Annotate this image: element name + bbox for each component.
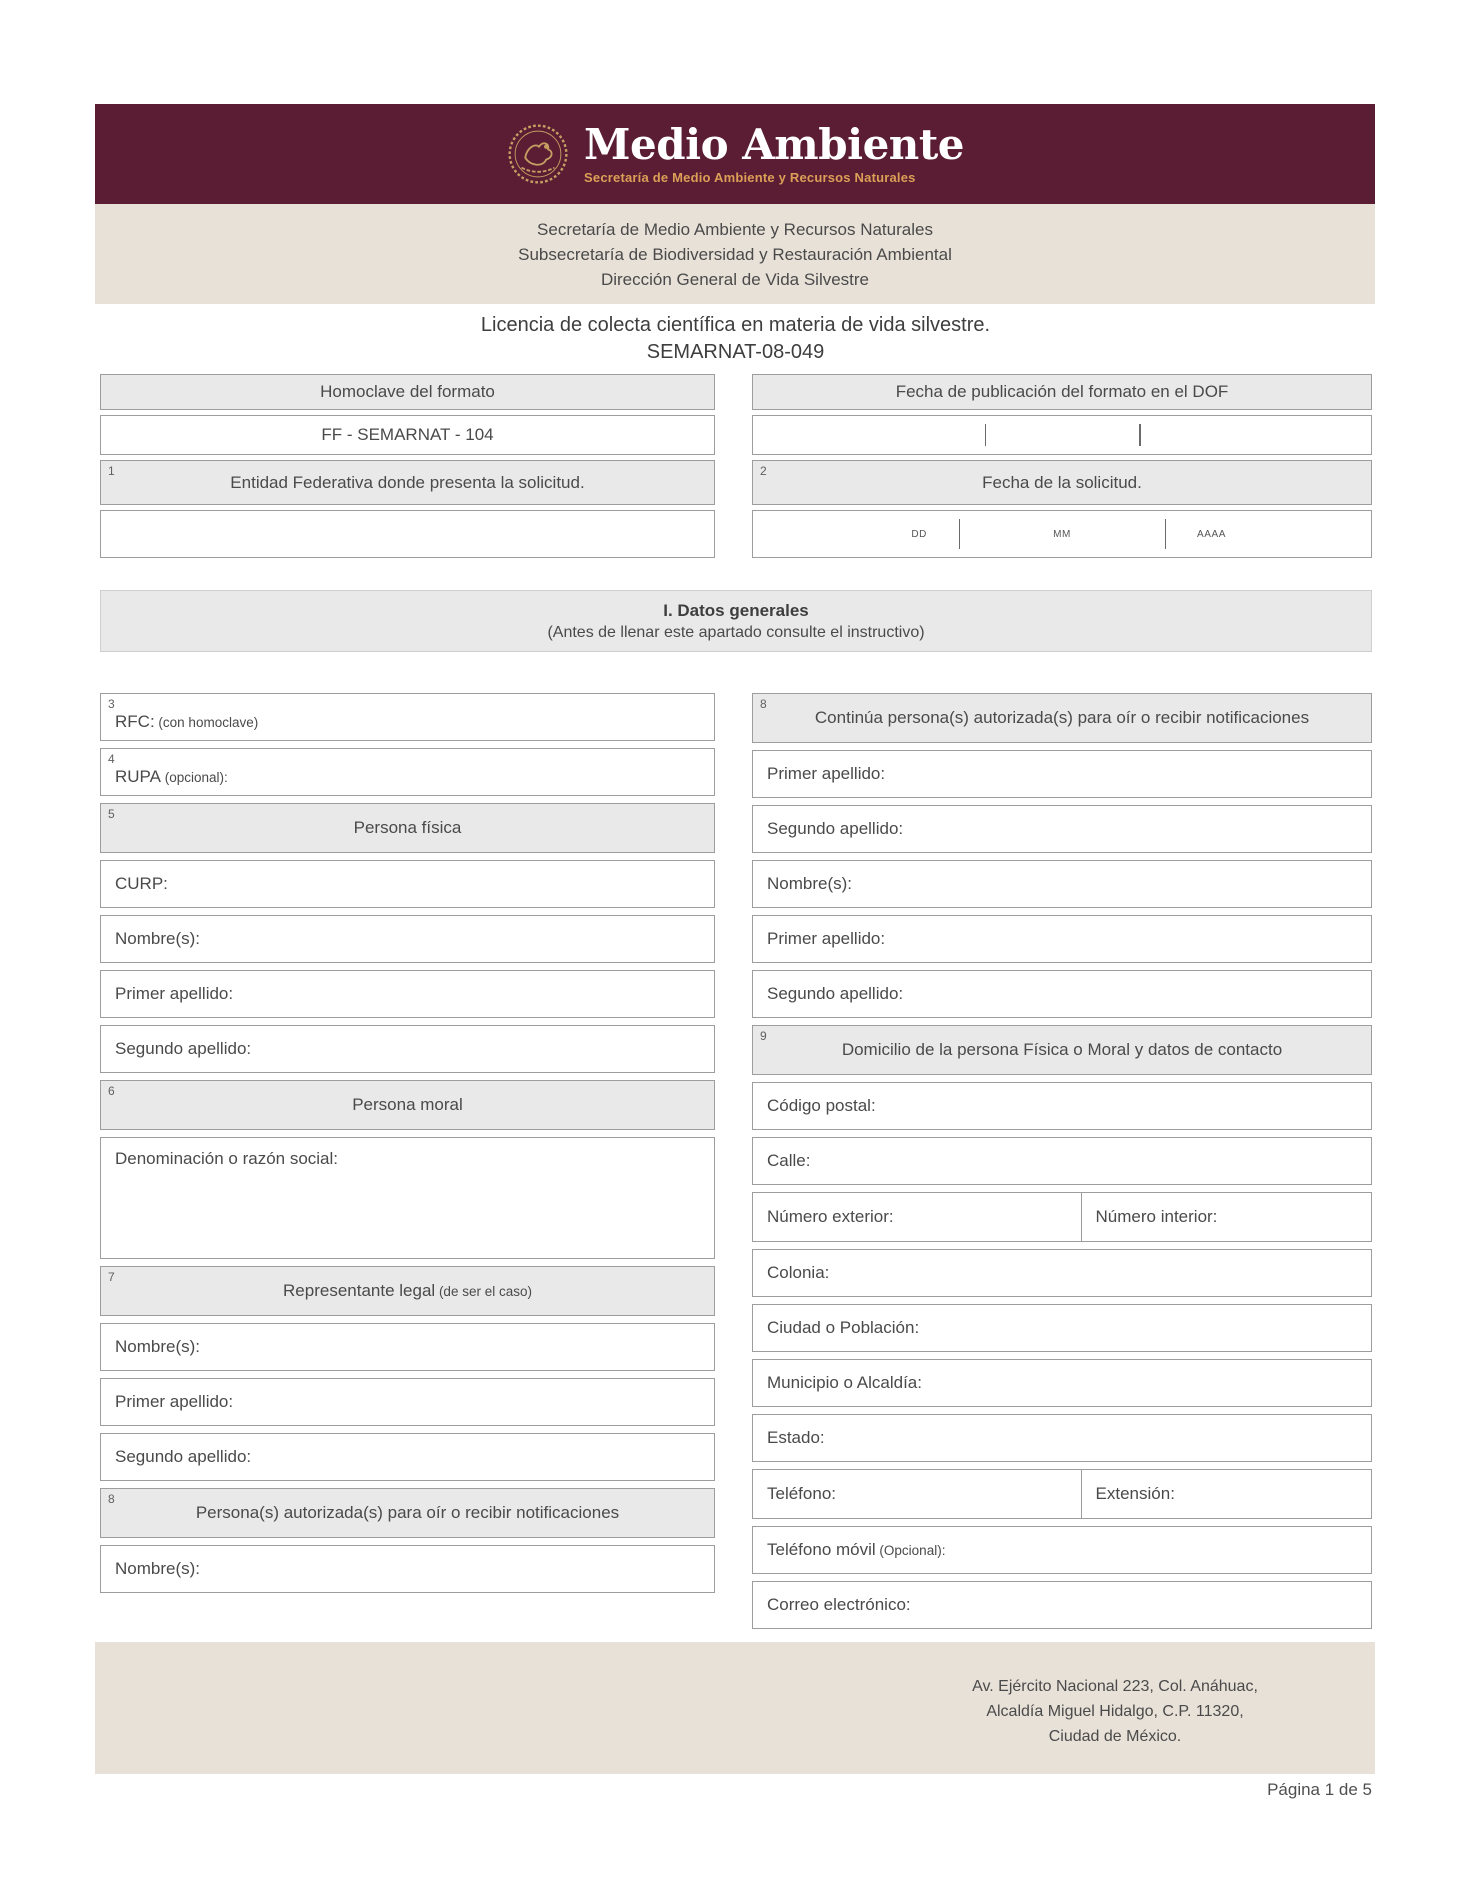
homoclave-header-label: Homoclave del formato	[320, 382, 495, 401]
section-subtitle: (Antes de llenar este apartado consulte el instructivo)	[547, 623, 925, 641]
field-label: Segundo apellido:	[115, 1039, 252, 1058]
field-codigo-postal[interactable]	[752, 1082, 1372, 1130]
field-nombre-s[interactable]	[100, 915, 715, 963]
field-segundo-apellido[interactable]	[100, 1433, 715, 1481]
form-code: SEMARNAT-08-049	[646, 341, 825, 363]
field-nombre-s[interactable]	[100, 1545, 715, 1593]
field-telefono-movil[interactable]	[752, 1526, 1372, 1574]
app-header	[95, 104, 1375, 204]
field-label: CURP:	[115, 874, 168, 893]
dof-fecha-input[interactable]	[752, 415, 1372, 455]
field-label: RFC:	[115, 712, 155, 731]
field-segundo-apellido[interactable]	[752, 970, 1372, 1018]
field-numero-exterior[interactable]	[753, 1193, 1081, 1241]
fecha-solicitud-header	[752, 460, 1372, 505]
field-municipio-o-alcaldia[interactable]	[752, 1359, 1372, 1407]
field-row-numero-exterior	[752, 1192, 1372, 1242]
dof-fecha-header-label: Fecha de publicación del formato en el DOF	[895, 382, 1229, 401]
group-header-label: Representante legal	[283, 1281, 436, 1300]
homoclave-value	[100, 415, 715, 455]
form-title	[0, 312, 1471, 366]
field-numero-interior[interactable]	[1081, 1193, 1371, 1241]
date-aaaa-label: AAAA	[1197, 528, 1227, 540]
date-dd-label: DD	[911, 528, 927, 540]
date-mm-label: MM	[1053, 528, 1071, 540]
field-label: Ciudad o Población:	[767, 1318, 920, 1337]
group-header-label: Persona(s) autorizada(s) para oír o recibir notificaciones	[195, 1503, 620, 1522]
agency-line-2: Subsecretaría de Biodiversidad y Restauración Ambiental	[518, 244, 952, 264]
field-label-suffix: (de ser el caso)	[435, 1283, 532, 1299]
field-label: Primer apellido:	[767, 929, 886, 948]
dof-fecha-header	[752, 374, 1372, 410]
field-number: 5	[108, 807, 115, 821]
logo-title: Medio Ambiente	[584, 120, 964, 169]
fecha-solicitud-label: Fecha de la solicitud.	[982, 472, 1142, 492]
field-primer-apellido[interactable]	[752, 750, 1372, 798]
date-mm-cell[interactable]	[975, 511, 1149, 557]
agency-line-1: Secretaría de Medio Ambiente y Recursos Naturales	[537, 219, 933, 239]
mexico-coat-of-arms-icon	[506, 122, 570, 186]
homoclave-header	[100, 374, 715, 410]
field-number: 4	[108, 752, 115, 766]
logo-tagline: Secretaría de Medio Ambiente y Recursos Naturales	[584, 170, 916, 185]
field-calle[interactable]	[752, 1137, 1372, 1185]
field-curp[interactable]	[100, 860, 715, 908]
field-label: Calle:	[767, 1151, 811, 1170]
field-primer-apellido[interactable]	[100, 1378, 715, 1426]
field-label: Nombre(s):	[115, 1337, 201, 1356]
group-header-persona-moral	[100, 1080, 715, 1130]
field-number: 3	[108, 697, 115, 711]
field-extension[interactable]	[1081, 1470, 1371, 1518]
field-segundo-apellido[interactable]	[752, 805, 1372, 853]
date-separator	[959, 519, 961, 549]
date-aaaa-cell[interactable]	[1149, 511, 1371, 557]
field-label: Segundo apellido:	[115, 1447, 252, 1466]
field-label: Municipio o Alcaldía:	[767, 1373, 922, 1392]
field-label: Número exterior:	[767, 1207, 894, 1226]
field-label: Primer apellido:	[767, 764, 886, 783]
field-primer-apellido[interactable]	[100, 970, 715, 1018]
footer-address-line2: Alcaldía Miguel Hidalgo, C.P. 11320,	[986, 1703, 1244, 1720]
field-label: RUPA	[115, 767, 161, 786]
field-rupa[interactable]	[100, 748, 715, 796]
left-field-column	[100, 693, 715, 1600]
agency-line-3: Dirección General de Vida Silvestre	[600, 269, 870, 289]
field-nombre-s[interactable]	[752, 860, 1372, 908]
group-header-label: Persona moral	[352, 1095, 463, 1114]
field-estado[interactable]	[752, 1414, 1372, 1462]
homoclave-value-text: FF - SEMARNAT - 104	[321, 425, 494, 444]
field-label: Correo electrónico:	[767, 1595, 911, 1614]
form-title-line1: Licencia de colecta científica en materia de vida silvestre.	[480, 314, 991, 336]
field-primer-apellido[interactable]	[752, 915, 1372, 963]
field-label: Extensión:	[1095, 1484, 1175, 1503]
group-header-label: Domicilio de la persona Física o Moral y datos de contacto	[841, 1040, 1283, 1059]
field-number: 8	[108, 1492, 115, 1506]
agency-block	[95, 204, 1375, 304]
field-label: Número interior:	[1095, 1207, 1218, 1226]
field-denominacion-o-razon-social[interactable]	[100, 1137, 715, 1259]
field-label: Estado:	[767, 1428, 825, 1447]
field-number: 2	[760, 464, 767, 478]
footer-address-line3: Ciudad de México.	[1048, 1728, 1182, 1745]
entidad-federativa-input[interactable]	[100, 510, 715, 558]
field-number: 1	[108, 464, 115, 478]
group-header-persona-fisica	[100, 803, 715, 853]
field-label: Segundo apellido:	[767, 819, 904, 838]
entidad-federativa-label: Entidad Federativa donde presenta la solicitud.	[230, 472, 585, 492]
field-label-suffix: (Opcional):	[875, 1542, 946, 1558]
date-separator	[1139, 424, 1141, 446]
field-label: Teléfono:	[767, 1484, 836, 1503]
field-label-suffix: (opcional):	[160, 769, 228, 785]
field-row-telefono	[752, 1469, 1372, 1519]
field-label: Denominación o razón social:	[115, 1149, 339, 1168]
field-telefono[interactable]	[753, 1470, 1081, 1518]
field-number: 6	[108, 1084, 115, 1098]
field-label: Nombre(s):	[115, 1559, 201, 1578]
date-separator	[1165, 519, 1167, 549]
footer-address-line1: Av. Ejército Nacional 223, Col. Anáhuac,	[972, 1678, 1258, 1695]
field-number: 7	[108, 1270, 115, 1284]
logo-text	[584, 120, 964, 185]
field-number: 8	[760, 697, 767, 711]
field-label: Primer apellido:	[115, 984, 234, 1003]
field-label-suffix: (con homoclave)	[154, 714, 259, 730]
group-header-label: Persona física	[353, 818, 462, 837]
homoclave-group	[100, 374, 715, 563]
footer-address	[900, 1674, 1330, 1749]
field-number: 9	[760, 1029, 767, 1043]
right-field-column	[752, 693, 1372, 1636]
field-label: Nombre(s):	[115, 929, 201, 948]
group-header-persona-s-autorizada-s-para-oir-o-recibir-notificaciones	[100, 1488, 715, 1538]
section-title: I. Datos generales	[663, 600, 809, 620]
section-datos-generales	[100, 590, 1372, 652]
semarnat-logo	[506, 122, 964, 186]
field-rfc[interactable]	[100, 693, 715, 741]
field-segundo-apellido[interactable]	[100, 1025, 715, 1073]
field-label: Colonia:	[767, 1263, 830, 1282]
field-correo-electronico[interactable]	[752, 1581, 1372, 1629]
field-ciudad-o-poblacion[interactable]	[752, 1304, 1372, 1352]
fecha-group	[752, 374, 1372, 563]
field-label: Nombre(s):	[767, 874, 853, 893]
group-header-domicilio-de-la-persona-fisica-o-moral-y-datos-de-contacto	[752, 1025, 1372, 1075]
entidad-federativa-header	[100, 460, 715, 505]
group-header-representante-legal	[100, 1266, 715, 1316]
field-nombre-s[interactable]	[100, 1323, 715, 1371]
date-separator	[985, 424, 987, 446]
date-dd-cell[interactable]	[753, 511, 975, 557]
group-header-label: Continúa persona(s) autorizada(s) para oír o recibir notificaciones	[814, 708, 1310, 727]
fecha-solicitud-input	[752, 510, 1372, 558]
field-label: Segundo apellido:	[767, 984, 904, 1003]
field-label: Teléfono móvil	[767, 1540, 876, 1559]
field-colonia[interactable]	[752, 1249, 1372, 1297]
field-label: Código postal:	[767, 1096, 876, 1115]
page-number: Página 1 de 5	[1267, 1780, 1372, 1799]
group-header-continua-persona-s-autorizada-s-para-oir-o-recibir-notificaciones	[752, 693, 1372, 743]
field-label: Primer apellido:	[115, 1392, 234, 1411]
